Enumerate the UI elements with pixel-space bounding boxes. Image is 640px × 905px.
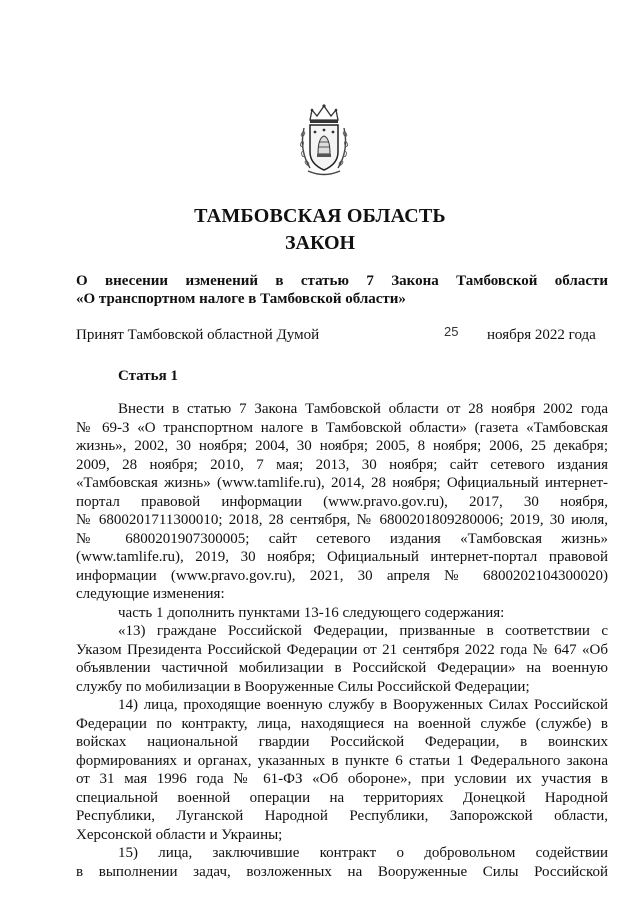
article-body [76, 400, 608, 881]
body-line: информации (www.pravo.gov.ru), 2021, 30 апреля № 6800202104300020) [76, 567, 608, 584]
body-line: № 6800201711300010; 2018, 28 сентября, № 6800201809280006; 2019, 30 июля, [76, 512, 608, 528]
body-line: следующие изменения: [76, 586, 225, 602]
body-line: портал правовой информации (www.pravo.gov.ru), 2017, 30 ноября, [76, 493, 608, 510]
region-title: ТАМБОВСКАЯ ОБЛАСТЬ [194, 205, 446, 227]
body-line: Херсонской области и Украины; [76, 826, 283, 843]
body-line: Указом Президента Российской Федерации от 21 сентября 2022 года № 647 «Об [76, 641, 608, 658]
adoption-day: 25 [444, 324, 459, 339]
body-line: специальной военной операции на территориях Донецкой Народной [76, 789, 608, 806]
body-line: формированиях и органах, указанных в пункте 6 статьи 1 Федерального закона [76, 752, 608, 769]
body-line: Республики, Луганской Народной Республики, Запорожской области, [76, 808, 608, 824]
body-line: 14) лица, проходящие военную службу в Вооруженных Силах Российской [118, 697, 608, 713]
body-line: Федерации по контракту, лица, находящиеся на военной службе (службе) в [76, 715, 608, 732]
body-line: часть 1 дополнить пунктами 13-16 следующего содержания: [118, 604, 505, 621]
body-line: от 31 мая 1996 года № 61-ФЗ «Об обороне», при условии их участия в [76, 771, 608, 787]
body-line: «13) граждане Российской Федерации, призванные в соответствии с [118, 623, 608, 639]
body-line: (www.tamlife.ru), 2019, 30 ноября; Официальный интернет-портал правовой [76, 549, 608, 565]
body-line: жизнь», 2002, 30 ноября; 2004, 30 ноября; 2005, 8 ноября; 2006, 25 декабря; [76, 438, 608, 454]
body-line: объявлении частичной мобилизации в Российской Федерации» на военную [76, 660, 608, 676]
adoption-text: Принят Тамбовской областной Думой [76, 327, 320, 343]
body-line: «Тамбовская жизнь» (www.tamlife.ru), 2014, 28 ноября; Официальный интернет- [76, 475, 608, 491]
body-line: 2009, 28 ноября; 2010, 7 мая; 2013, 30 ноября; сайт сетевого издания [76, 456, 608, 473]
body-line: службу по мобилизации в Вооруженные Силы Российской Федерации; [76, 678, 530, 695]
body-line: войсках национальной гвардии Российской Федерации, в воинских [76, 734, 608, 750]
adoption-line [76, 324, 604, 344]
law-subject [76, 272, 608, 308]
law-subject-line: О внесении изменений в статью 7 Закона Тамбовской области [76, 273, 608, 289]
body-line: в выполнении задач, возложенных на Вооруженные Силы Российской [76, 863, 608, 880]
document-type-title: ЗАКОН [284, 232, 356, 254]
law-subject-line: «О транспортном налоге в Тамбовской области» [76, 291, 406, 307]
coat-of-arms-emblem [298, 102, 350, 180]
article-heading: Статья 1 [118, 368, 178, 384]
adoption-date: ноября 2022 года [487, 327, 596, 343]
body-line: № 6800201907300005; сайт сетевого издания «Тамбовская жизнь» [76, 530, 608, 547]
body-line: № 69-З «О транспортном налоге в Тамбовской области» (газета «Тамбовская [76, 419, 608, 436]
body-line: 15) лица, заключившие контракт о добровольном содействии [118, 845, 608, 861]
body-line: Внести в статью 7 Закона Тамбовской области от 28 ноября 2002 года [118, 401, 608, 417]
